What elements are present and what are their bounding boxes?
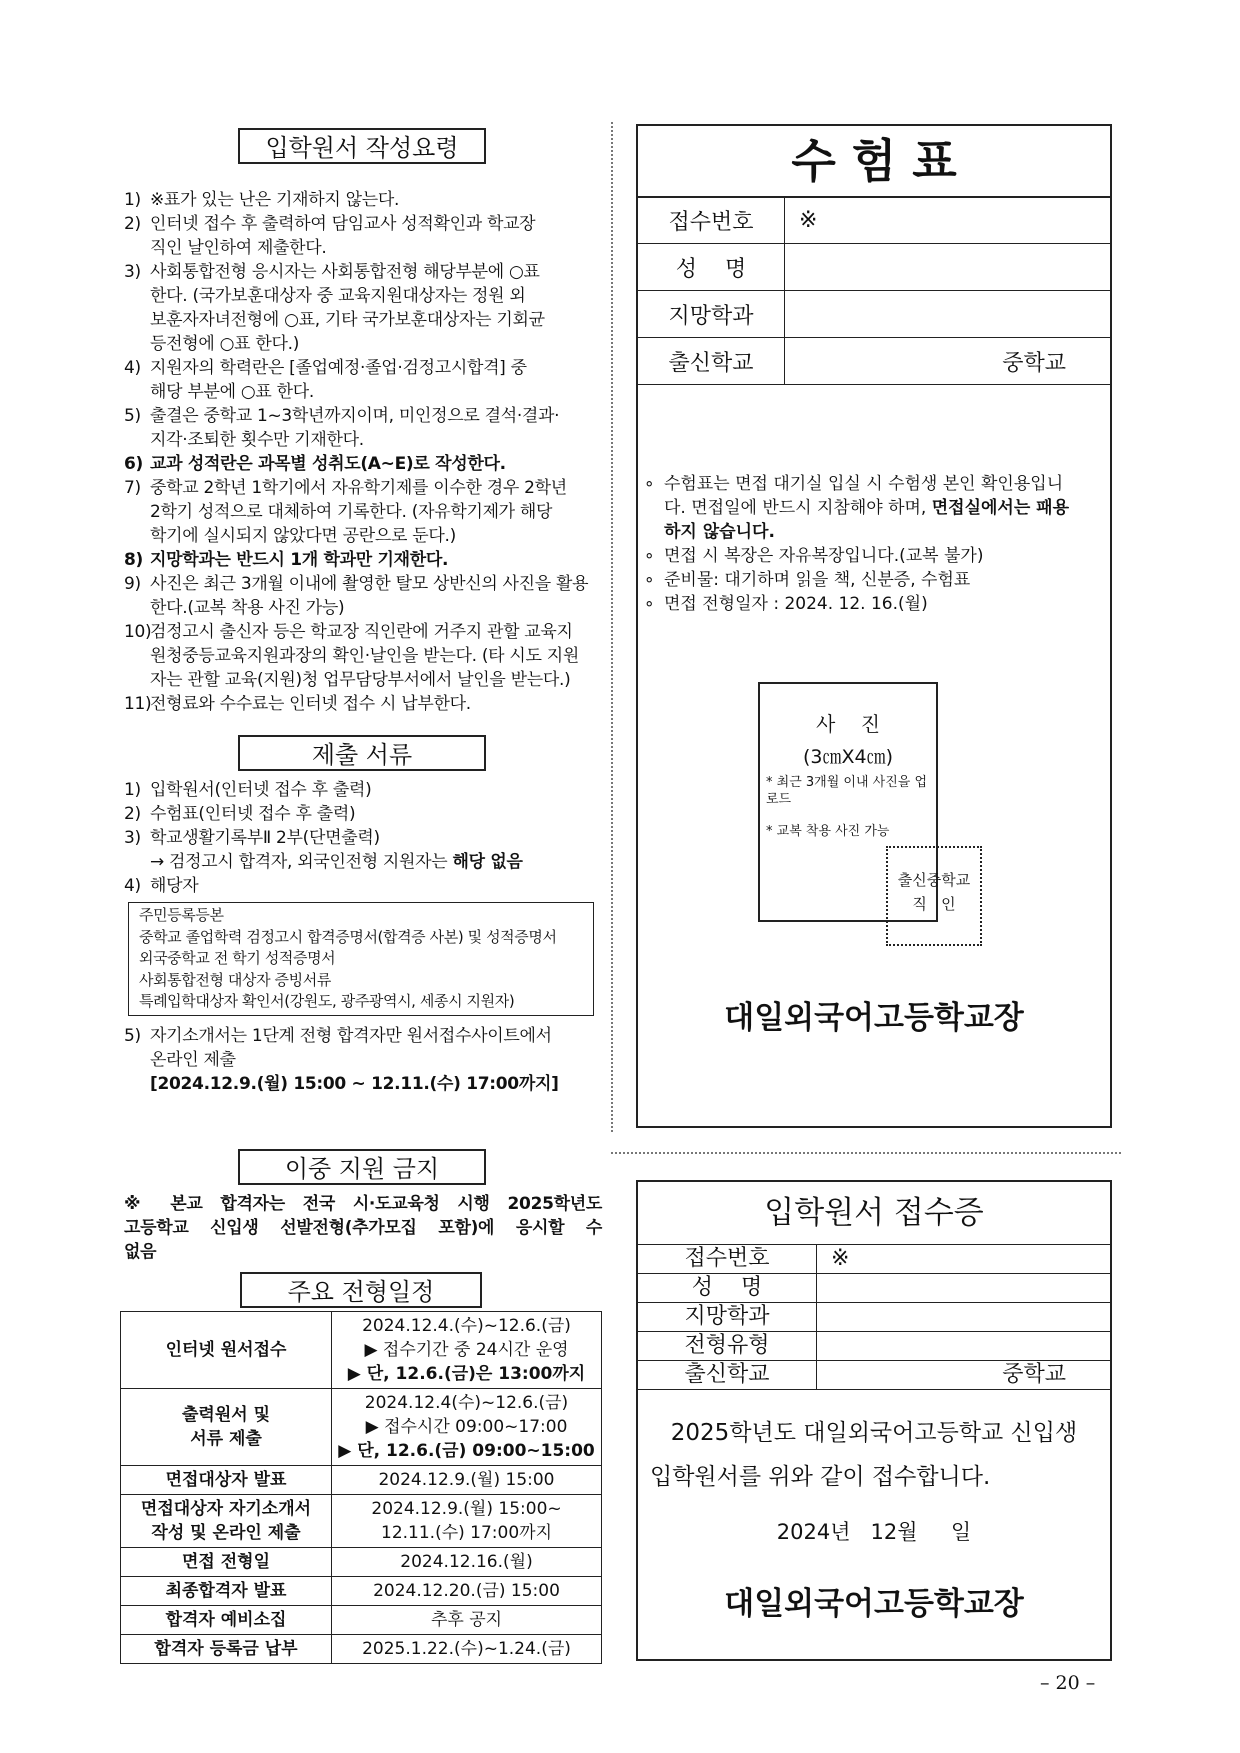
receipt-row-label: 접수번호 — [638, 1245, 817, 1274]
column-divider — [611, 122, 613, 1132]
dual-apply-title: 이중 지원 금지 — [238, 1149, 486, 1185]
ticket-row-label: 접수번호 — [638, 197, 785, 244]
photo-note-uniform: * 교복 착용 사진 가능 — [766, 824, 890, 839]
receipt-row-value: 중학교 — [817, 1361, 1111, 1390]
receipt-row — [638, 1332, 1110, 1361]
schedule-value — [332, 1548, 602, 1577]
guide-item-text: 해당 부분에 ○표 한다. — [150, 382, 314, 402]
schedule-table — [120, 1311, 602, 1664]
schedule-label — [121, 1548, 332, 1577]
schedule-value — [332, 1606, 602, 1635]
receipt-row-label: 지망학과 — [638, 1303, 817, 1332]
photo-title: 사 진 — [815, 712, 881, 736]
guide-item-line — [124, 404, 604, 428]
guide-item-number: 6) — [124, 454, 143, 474]
docs-item-text: 수험표(인터넷 접수 후 출력) — [150, 804, 356, 824]
ticket-note — [644, 472, 1108, 544]
guide-item-text: 인터넷 접수 후 출력하여 담임교사 성적확인과 학교장 — [150, 214, 536, 234]
schedule-value-line: 12.11.(수) 17:00까지 — [381, 1523, 552, 1543]
schedule-label-line: 최종합격자 발표 — [165, 1581, 287, 1601]
docs-item-text: 입학원서(인터넷 접수 후 출력) — [150, 780, 372, 800]
receipt-row-value: ※ — [817, 1245, 1111, 1274]
docs-box — [128, 902, 594, 1016]
receipt-info-table — [638, 1244, 1110, 1390]
ticket-row-value — [785, 291, 1111, 338]
school-seal-box — [886, 846, 982, 946]
receipt-row-value — [817, 1274, 1111, 1303]
application-receipt — [636, 1180, 1112, 1661]
ticket-note-text: 면접 시 복장은 자유복장입니다.(교복 불가) — [664, 546, 984, 566]
guide-item-line — [124, 260, 604, 284]
ticket-note-text: 수험표는 면접 대기실 입실 시 수험생 본인 확인용입니 — [664, 474, 1064, 494]
schedule-title: 주요 전형일정 — [240, 1272, 482, 1308]
docs-item-number: 5) — [124, 1026, 141, 1046]
page-number: – 20 – — [1040, 1672, 1096, 1694]
ticket-row — [638, 338, 1110, 385]
receipt-principal: 대일외국어고등학교장 — [724, 1586, 1024, 1622]
guide-item-text: 중학교 2학년 1학기에서 자유학기제를 이수한 경우 2학년 — [150, 478, 567, 498]
guide-item-number: 8) — [124, 550, 143, 570]
guide-item-line — [124, 500, 604, 524]
docs-note-text: → 검정고시 합격자, 외국인전형 지원자는 — [150, 852, 453, 872]
ticket-row-label: 성 명 — [638, 244, 785, 291]
ticket-row — [638, 197, 1110, 244]
guide-item-number: 11) — [124, 694, 152, 714]
guide-item-number: 2) — [124, 214, 141, 234]
docs-item5-deadline: [2024.12.9.(월) 15:00 ~ 12.11.(수) 17:00까지] — [150, 1074, 559, 1094]
schedule-value — [332, 1389, 602, 1466]
docs-item5-line — [124, 1048, 604, 1072]
schedule-label — [121, 1389, 332, 1466]
guide-item-text: 교과 성적란은 과목별 성취도(A~E)로 작성한다. — [150, 454, 506, 474]
receipt-text-line2: 입학원서를 위와 같이 접수합니다. — [650, 1464, 991, 1490]
schedule-value — [332, 1312, 602, 1389]
ticket-row — [638, 244, 1110, 291]
guide-item-line — [124, 476, 604, 500]
schedule-value — [332, 1635, 602, 1664]
ticket-row-value — [785, 244, 1111, 291]
guide-item-line — [124, 308, 604, 332]
guide-item-text: 한다. (국가보훈대상자 중 교육지원대상자는 정원 외 — [150, 286, 526, 306]
ticket-row-label: 출신학교 — [638, 338, 785, 385]
dual-apply-line: ※ 본교 합격자는 전국 시·도교육청 시행 2025학년도 — [124, 1194, 602, 1214]
docs-item-number: 3) — [124, 828, 141, 848]
guide-item-text: 출결은 중학교 1~3학년까지이며, 미인정으로 결석·결과· — [150, 406, 560, 426]
guide-item-text: 사진은 최근 3개월 이내에 촬영한 탈모 상반신의 사진을 활용 — [150, 574, 589, 594]
guide-item-line — [124, 236, 604, 260]
guide-item-text: 지망학과는 반드시 1개 학과만 기재한다. — [150, 550, 449, 570]
bullet-icon: ∘ — [644, 474, 655, 494]
schedule-label — [121, 1312, 332, 1389]
schedule-label — [121, 1606, 332, 1635]
seal-label-stamp: 직 인 — [912, 895, 956, 913]
bullet-icon: ∘ — [644, 570, 655, 590]
schedule-value-line: 추후 공지 — [430, 1610, 503, 1630]
guide-item-text: 보훈자자녀전형에 ○표, 기타 국가보훈대상자는 기회균 — [150, 310, 545, 330]
ticket-title: 수 험 표 — [638, 126, 1110, 198]
guide-item-text: 검정고시 출신자 등은 학교장 직인란에 거주지 관할 교육지 — [150, 622, 573, 642]
guide-item-number: 9) — [124, 574, 141, 594]
ticket-note-text: 면접 전형일자 : 2024. 12. 16.(월) — [664, 594, 928, 614]
schedule-label-line: 인터넷 원서접수 — [165, 1340, 287, 1360]
receipt-title: 입학원서 접수증 — [764, 1195, 984, 1231]
cut-line — [611, 1152, 1121, 1154]
dual-apply-line: 없음 — [124, 1242, 157, 1262]
docs-title: 제출 서류 — [238, 735, 486, 771]
docs-item-number: 1) — [124, 780, 141, 800]
guide-item-text: 원청중등교육지원과장의 확인·날인을 받는다. (타 시도 지원 — [150, 646, 579, 666]
receipt-row-value — [817, 1303, 1111, 1332]
receipt-row — [638, 1274, 1110, 1303]
schedule-row — [121, 1312, 602, 1389]
guide-item-line — [124, 548, 604, 572]
dual-apply-line: 고등학교 신입생 선발전형(추가모집 포함)에 응시할 수 — [124, 1218, 602, 1238]
schedule-label — [121, 1577, 332, 1606]
ticket-row — [638, 291, 1110, 338]
schedule-row — [121, 1495, 602, 1548]
docs-item — [124, 874, 198, 898]
ticket-note — [644, 544, 1108, 568]
ticket-row-value: 중학교 — [785, 338, 1111, 385]
docs-box-line: 특례입학대상자 확인서(강원도, 광주광역시, 세종시 지원자) — [139, 992, 515, 1010]
schedule-value-line: 2025.1.22.(수)~1.24.(금) — [362, 1639, 571, 1659]
guide-item-line — [124, 524, 604, 548]
guide-item-text: 직인 날인하여 제출한다. — [150, 238, 327, 258]
guide-item-number: 7) — [124, 478, 141, 498]
guide-item-text: 전형료와 수수료는 인터넷 접수 시 납부한다. — [150, 694, 471, 714]
guide-item-line — [124, 452, 604, 476]
docs-item5-text: 자기소개서는 1단계 전형 합격자만 원서접수사이트에서 — [150, 1026, 552, 1046]
guide-item-text: 2학기 성적으로 대체하여 기록한다. (자유학기제가 해당 — [150, 502, 553, 522]
schedule-row — [121, 1389, 602, 1466]
receipt-row — [638, 1303, 1110, 1332]
schedule-value-line: 2024.12.9.(월) 15:00~ — [371, 1499, 562, 1519]
receipt-text-line1: 2025학년도 대일외국어고등학교 신입생 — [670, 1420, 1078, 1446]
exam-ticket — [636, 124, 1112, 1128]
schedule-label-line: 서류 제출 — [190, 1429, 262, 1449]
guide-item-text: 지원자의 학력란은 [졸업예정·졸업·검정고시합격] 중 — [150, 358, 527, 378]
ticket-principal: 대일외국어고등학교장 — [724, 1000, 1024, 1036]
seal-label-school: 출신중학교 — [897, 871, 971, 889]
docs-item — [124, 826, 380, 850]
schedule-value — [332, 1466, 602, 1495]
bullet-icon: ∘ — [644, 546, 655, 566]
schedule-label — [121, 1495, 332, 1548]
receipt-row-label: 출신학교 — [638, 1361, 817, 1390]
schedule-row — [121, 1635, 602, 1664]
schedule-label-line: 출력원서 및 — [181, 1405, 271, 1425]
guide-item-line — [124, 596, 604, 620]
schedule-value-line: ▶ 단, 12.6.(금)은 13:00까지 — [347, 1364, 586, 1384]
ticket-info-table — [638, 196, 1110, 385]
guide-item-number: 5) — [124, 406, 141, 426]
ticket-note — [644, 592, 1108, 616]
schedule-row — [121, 1548, 602, 1577]
docs-box-line: 외국중학교 전 학기 성적증명서 — [139, 949, 336, 967]
guide-item-number: 1) — [124, 190, 141, 210]
schedule-label-line: 면접 전형일 — [181, 1552, 271, 1572]
receipt-row — [638, 1245, 1110, 1274]
docs-box-line: 중학교 졸업학력 검정고시 합격증명서(합격증 사본) 및 성적증명서 — [139, 927, 557, 946]
guide-item-number: 4) — [124, 358, 141, 378]
schedule-value-line: ▶ 접수기간 중 24시간 운영 — [364, 1340, 569, 1360]
photo-size: (3㎝X4㎝) — [802, 746, 894, 768]
schedule-value-line: 2024.12.9.(월) 15:00 — [378, 1470, 555, 1490]
receipt-row-label: 성 명 — [638, 1274, 817, 1303]
schedule-label — [121, 1635, 332, 1664]
docs-box-line: 주민등록등본 — [139, 906, 224, 924]
schedule-label-line: 면접대상자 발표 — [165, 1470, 287, 1490]
schedule-label-line: 면접대상자 자기소개서 — [140, 1499, 312, 1519]
schedule-row — [121, 1466, 602, 1495]
receipt-row-value — [817, 1332, 1111, 1361]
guide-item-text: 한다.(교복 착용 사진 가능) — [150, 598, 345, 618]
schedule-value-line: ▶ 접수시간 09:00~17:00 — [365, 1417, 568, 1437]
receipt-row-label: 전형유형 — [638, 1332, 817, 1361]
guide-item-text: 등전형에 ○표 한다.) — [150, 334, 300, 354]
schedule-value-line: 2024.12.16.(월) — [400, 1552, 533, 1572]
ticket-row-label: 지망학과 — [638, 291, 785, 338]
docs-item — [124, 802, 355, 826]
guide-item-line — [124, 284, 604, 308]
guide-item-number: 10) — [124, 622, 152, 642]
bullet-icon: ∘ — [644, 594, 655, 614]
ticket-note-bold: 면접실에서는 패용 — [931, 498, 1070, 518]
receipt-row — [638, 1361, 1110, 1390]
guide-item-line — [124, 188, 604, 212]
schedule-label — [121, 1466, 332, 1495]
guide-item-line — [124, 428, 604, 452]
docs-note-bold: 해당 없음 — [452, 852, 523, 872]
schedule-value-line: ▶ 단, 12.6.(금) 09:00~15:00 — [338, 1441, 595, 1461]
schedule-label-line: 작성 및 온라인 제출 — [151, 1523, 301, 1543]
docs-item5-text: 온라인 제출 — [150, 1050, 236, 1070]
ticket-row-value: ※ — [785, 197, 1111, 244]
docs-box-line: 사회통합전형 대상자 증빙서류 — [139, 970, 331, 989]
schedule-value-line: 2024.12.4.(수)~12.6.(금) — [362, 1316, 571, 1336]
ticket-note-bold: 하지 않습니다. — [664, 522, 775, 542]
guide-item-text: 지각·조퇴한 횟수만 기재한다. — [150, 430, 364, 450]
docs-item-text: 학교생활기록부Ⅱ 2부(단면출력) — [150, 828, 380, 848]
ticket-note — [644, 568, 1108, 592]
schedule-value-line: 2024.12.4(수)~12.6.(금) — [364, 1393, 569, 1413]
receipt-date: 2024년 12월 일 — [776, 1520, 972, 1544]
guide-item-line — [124, 620, 604, 644]
ticket-note-text: 준비물: 대기하며 읽을 책, 신분증, 수험표 — [664, 570, 971, 590]
schedule-value — [332, 1495, 602, 1548]
ticket-note-text: 다. 면접일에 반드시 지참해야 하며, — [664, 498, 932, 518]
photo-note-recent: * 최근 3개월 이내 사진을 업로드 — [766, 775, 928, 807]
schedule-value-line: 2024.12.20.(금) 15:00 — [373, 1581, 560, 1601]
schedule-label-line: 합격자 등록금 납부 — [154, 1639, 298, 1659]
guide-item-line — [124, 332, 604, 356]
guide-item-line — [124, 692, 604, 716]
ticket-notes — [644, 472, 1108, 616]
guide-item-line — [124, 644, 604, 668]
schedule-row — [121, 1577, 602, 1606]
schedule-row — [121, 1606, 602, 1635]
guide-item-line — [124, 380, 604, 404]
guide-title: 입학원서 작성요령 — [238, 128, 486, 164]
schedule-value — [332, 1577, 602, 1606]
guide-item-text: ※표가 있는 난은 기재하지 않는다. — [150, 190, 400, 210]
schedule-label-line: 합격자 예비소집 — [165, 1610, 287, 1630]
docs-item — [124, 778, 371, 802]
guide-item-line — [124, 212, 604, 236]
docs-item-number: 4) — [124, 876, 141, 896]
guide-item-text: 자는 관할 교육(지원)청 업무담당부서에서 날인을 받는다.) — [150, 670, 571, 690]
guide-item-text: 학기에 실시되지 않았다면 공란으로 둔다.) — [150, 526, 456, 546]
docs-item-text: 해당자 — [150, 876, 199, 896]
guide-item-line — [124, 668, 604, 692]
guide-item-text: 사회통합전형 응시자는 사회통합전형 해당부분에 ○표 — [150, 262, 540, 282]
docs-item-number: 2) — [124, 804, 141, 824]
docs-item5-line — [124, 1024, 604, 1048]
guide-item-line — [124, 356, 604, 380]
guide-item-number: 3) — [124, 262, 141, 282]
guide-item-line — [124, 572, 604, 596]
docs-note — [150, 850, 523, 874]
